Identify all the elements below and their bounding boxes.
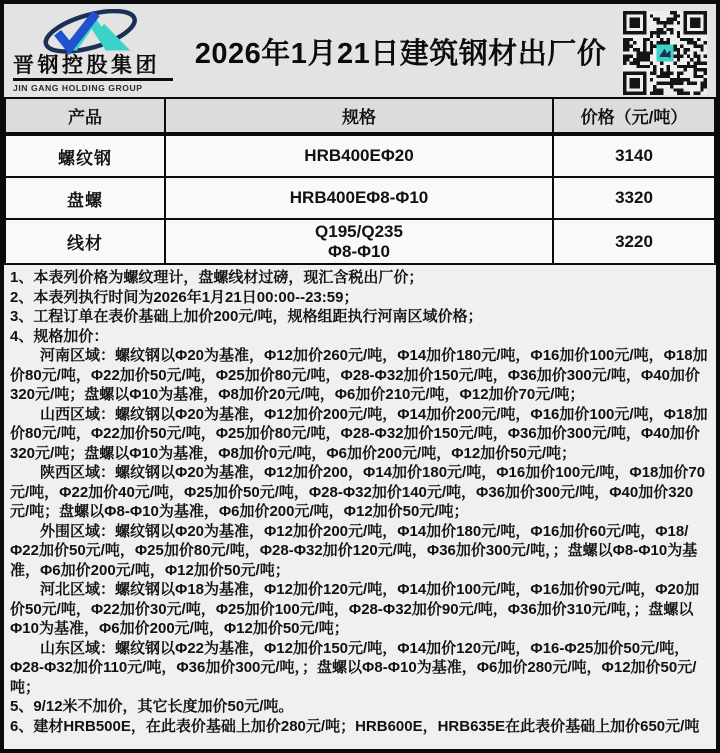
note-line: 5、9/12米不加价，其它长度加价50元/吨。 [10, 698, 294, 715]
company-name-en: JIN GANG HOLDING GROUP [13, 83, 143, 93]
note-line-shanxi: 山西区域：螺纹钢以Φ20为基准，Φ12加价200元/吨，Φ14加价200元/吨，Φ16加价100元/吨，Φ18加价80元/吨，Φ22加价50元/吨，Φ25加价80元/吨，Φ28-Φ32加价150元/吨，Φ36加价300元/吨，Φ40加价320元/吨；盘螺以Φ10为基准，Φ8加价0元/吨，Φ6加价200元/吨，Φ12加价50元/吨； [10, 405, 708, 462]
note-line: 1、本表列价格为螺纹理计，盘螺线材过磅，现汇含税出厂价； [10, 269, 424, 286]
logo-underline [13, 78, 173, 81]
notes-section [4, 265, 716, 753]
header-price: 价格（元/吨） [553, 98, 715, 134]
spec-cell: HRB400EΦ8-Φ10 [165, 177, 553, 219]
note-line-shandong: 山东区域：螺纹钢以Φ22为基准，Φ12加价150元/吨，Φ14加价120元/吨，Φ16-Φ25加价50元/吨，Φ28-Φ32加价110元/吨，Φ36加价300元/吨，；盘螺以Φ8-Φ10为基准，Φ6加价280元/吨，Φ12加价50元/吨； [10, 639, 697, 696]
table-row [5, 134, 715, 177]
qr-code [623, 11, 707, 95]
product-cell: 线材 [5, 219, 165, 264]
page-title: 2026年1月21日建筑钢材出厂价 [194, 38, 607, 70]
product-cell: 螺纹钢 [5, 134, 165, 177]
note-line-hebei: 河北区域：螺纹钢以Φ18为基准，Φ12加价120元/吨，Φ14加价100元/吨，Φ16加价90元/吨，Φ20加价50元/吨，Φ22加价30元/吨，Φ25加价100元/吨，Φ28-Φ32加价90元/吨，Φ36加价310元/吨，；盘螺以Φ10为基准，Φ6加价200元/吨，Φ12加价50元/吨； [10, 581, 700, 637]
note-line: 3、工程订单在表价基础上加价200元/吨，规格组距执行河南区域价格； [10, 308, 483, 325]
spec-cell: HRB400EΦ20 [165, 134, 553, 177]
note-line-shaanxi: 陕西区域：螺纹钢以Φ20为基准，Φ12加价200，Φ14加价180元/吨，Φ16加价100元/吨，Φ18加价70元/吨，Φ22加价40元/吨，Φ25加价50元/吨，Φ28-Φ32加价140元/吨，Φ36加价300元/吨，Φ40加价320元/吨；盘螺以Φ8-Φ10为基准，Φ6加价200元/吨，Φ12加价50元/吨； [10, 464, 706, 520]
note-line: 2、本表列执行时间为2026年1月21日00:00--23:59； [10, 288, 359, 306]
table-row [5, 219, 715, 264]
price-table [4, 97, 716, 265]
logo-mark-icon [23, 9, 153, 55]
price-cell: 3320 [553, 177, 715, 219]
note-line: 6、建材HRB500E，在此表价基础上加价280元/吨；HRB600E，HRB635E在此表价基础上加价650元/吨 [10, 717, 700, 735]
product-cell: 盘螺 [5, 177, 165, 219]
table-row [5, 177, 715, 219]
spec-cell [165, 219, 553, 264]
company-name-cn: 晋钢控股集团 [13, 54, 160, 77]
note-line-henan: 河南区域：螺纹钢以Φ20为基准，Φ12加价260元/吨，Φ14加价180元/吨，Φ16加价100元/吨，Φ18加价80元/吨，Φ22加价50元/吨，Φ25加价80元/吨，Φ28-Φ32加价150元/吨，Φ36加价300元/吨，Φ40加价320元/吨；盘螺以Φ10为基准，Φ8加价20元/吨，Φ6加价210元/吨，Φ12加价70元/吨； [10, 347, 708, 403]
table-header-row [5, 98, 715, 134]
spec-line-1: Q195/Q235 [315, 221, 403, 241]
price-cell: 3140 [553, 134, 715, 177]
header-spec: 规格 [165, 98, 553, 134]
header-band [4, 4, 716, 97]
note-line: 4、规格加价： [10, 327, 109, 345]
header-product: 产品 [5, 98, 165, 134]
price-cell: 3220 [553, 219, 715, 264]
note-line-waiwei: 外围区域：螺纹钢以Φ20为基准，Φ12加价200元/吨，Φ14加价180元/吨，Φ16加价60元/吨，Φ18/Φ22加价50元/吨，Φ25加价80元/吨，Φ28-Φ32加价120元/吨，Φ36加价300元/吨，；盘螺以Φ8-Φ10为基准，Φ6加价200元/吨，Φ12加价50元/吨； [10, 522, 698, 579]
company-logo [4, 4, 182, 93]
spec-line-2: Φ8-Φ10 [328, 241, 390, 261]
